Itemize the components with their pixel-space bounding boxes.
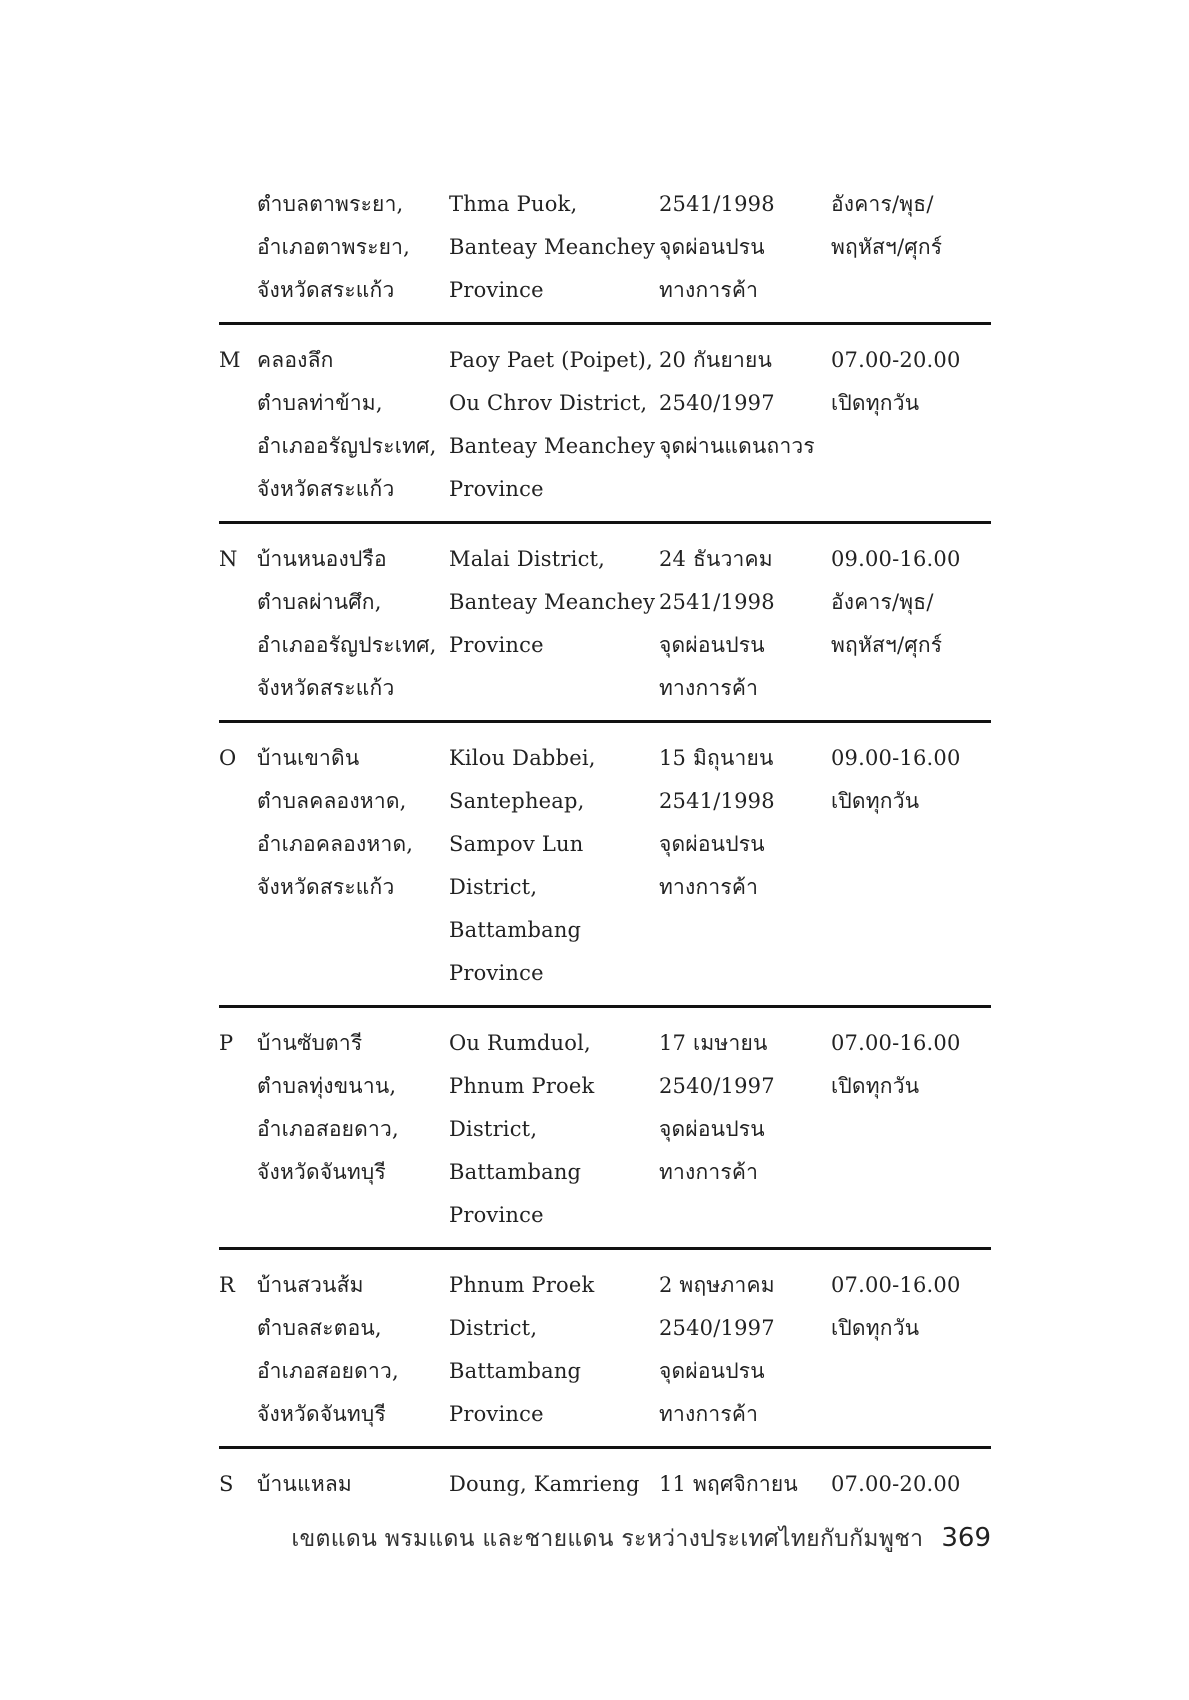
date-status: 2541/1998 จุดผ่อนปรน ทางการค้า xyxy=(659,192,775,302)
row-code: P xyxy=(219,1031,234,1055)
thai-location: บ้านแหลม xyxy=(257,1472,352,1496)
date-status: 20 กันยายน 2540/1997 จุดผ่านแดนถาวร xyxy=(659,348,815,458)
table-row xyxy=(219,339,991,524)
opening-hours: 07.00-20.00 เปิดทุกวัน xyxy=(831,348,961,415)
opening-hours: 07.00-16.00 เปิดทุกวัน xyxy=(831,1031,961,1098)
date-status: 15 มิถุนายน 2541/1998 จุดผ่อนปรน ทางการค้า xyxy=(659,746,775,899)
row-code: R xyxy=(219,1273,236,1297)
opening-hours: อังคาร/พุธ/ พฤหัสฯ/ศุกร์ xyxy=(831,192,943,259)
page-footer xyxy=(0,1518,991,1558)
thai-location: บ้านเขาดิน ตำบลคลองหาด, อำเภอคลองหาด, จังหวัดสระแก้ว xyxy=(257,746,414,899)
date-status: 17 เมษายน 2540/1997 จุดผ่อนปรน ทางการค้า xyxy=(659,1031,775,1184)
page-number: 369 xyxy=(941,1523,991,1553)
table-row xyxy=(219,1264,991,1449)
row-code: S xyxy=(219,1472,234,1496)
cambodia-location: Ou Rumduol, Phnum Proek District, Battambang Province xyxy=(449,1031,595,1227)
cambodia-location: Phnum Proek District, Battambang Province xyxy=(449,1273,595,1426)
border-checkpoint-table xyxy=(219,183,991,1516)
table-row xyxy=(219,737,991,1008)
date-status: 11 พฤศจิกายน xyxy=(659,1472,798,1496)
thai-location: บ้านสวนส้ม ตำบลสะตอน, อำเภอสอยดาว, จังหวัดจันทบุรี xyxy=(257,1273,399,1426)
running-title: เขตแดน พรมแดน และชายแดน ระหว่างประเทศไทยกับกัมพูชา xyxy=(291,1526,924,1552)
cambodia-location: Kilou Dabbei, Santepheap, Sampov Lun District, Battambang Province xyxy=(449,746,596,985)
cambodia-location: Paoy Paet (Poipet), Ou Chrov District, Banteay Meanchey Province xyxy=(449,348,656,501)
cambodia-location: Malai District, Banteay Meanchey Province xyxy=(449,547,656,657)
opening-hours: 07.00-16.00 เปิดทุกวัน xyxy=(831,1273,961,1340)
row-code: N xyxy=(219,547,238,571)
opening-hours: 09.00-16.00 อังคาร/พุธ/ พฤหัสฯ/ศุกร์ xyxy=(831,547,961,657)
date-status: 2 พฤษภาคม 2540/1997 จุดผ่อนปรน ทางการค้า xyxy=(659,1273,775,1426)
table-row xyxy=(219,1022,991,1250)
row-code: M xyxy=(219,348,241,372)
opening-hours: 07.00-20.00 xyxy=(831,1472,961,1496)
thai-location: คลองลึก ตำบลท่าข้าม, อำเภออรัญประเทศ, จังหวัดสระแก้ว xyxy=(257,348,437,501)
cambodia-location: Doung, Kamrieng xyxy=(449,1472,640,1496)
thai-location: บ้านหนองปรือ ตำบลผ่านศึก, อำเภออรัญประเทศ, จังหวัดสระแก้ว xyxy=(257,547,437,700)
table-row xyxy=(219,183,991,325)
date-status: 24 ธันวาคม 2541/1998 จุดผ่อนปรน ทางการค้า xyxy=(659,547,775,700)
thai-location: ตำบลตาพระยา, อำเภอตาพระยา, จังหวัดสระแก้ว xyxy=(257,192,411,302)
opening-hours: 09.00-16.00 เปิดทุกวัน xyxy=(831,746,961,813)
table-row xyxy=(219,1463,991,1516)
cambodia-location: Thma Puok, Banteay Meanchey Province xyxy=(449,192,656,302)
row-code: O xyxy=(219,746,237,770)
thai-location: บ้านซับตารี ตำบลทุ่งขนาน, อำเภอสอยดาว, จังหวัดจันทบุรี xyxy=(257,1031,399,1184)
table-row xyxy=(219,538,991,723)
